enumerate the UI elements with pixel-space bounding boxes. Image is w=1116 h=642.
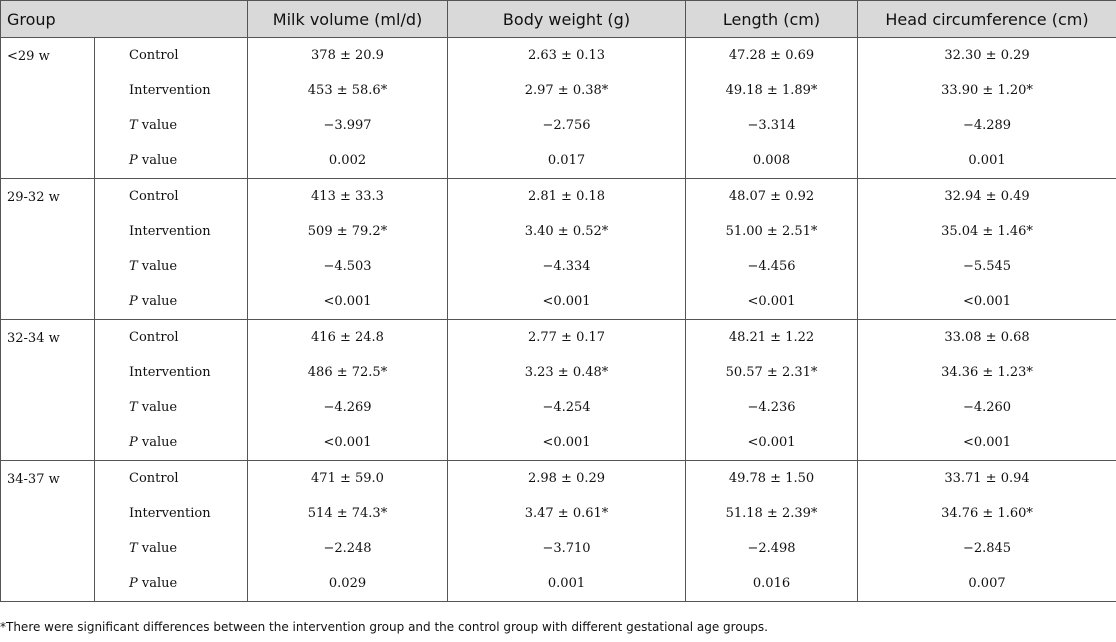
cell-body-weight: −4.254 xyxy=(448,390,686,425)
cell-length: <0.001 xyxy=(686,425,858,461)
row-label-p xyxy=(95,425,248,461)
cell-milk-volume: 0.002 xyxy=(248,143,448,179)
cell-milk-volume: <0.001 xyxy=(248,284,448,320)
table-row xyxy=(1,249,1116,284)
stat-letter: T xyxy=(129,400,138,415)
cell-length: 51.00 ± 2.51* xyxy=(686,214,858,249)
stat-letter: T xyxy=(129,541,138,556)
stat-letter: P xyxy=(129,576,138,591)
stat-suffix: value xyxy=(137,400,178,415)
cell-milk-volume: −4.269 xyxy=(248,390,448,425)
table-row xyxy=(1,461,1116,497)
cell-head-circumference: −5.545 xyxy=(858,249,1116,284)
table-body xyxy=(1,38,1116,602)
row-label-t xyxy=(95,390,248,425)
cell-body-weight: 2.77 ± 0.17 xyxy=(448,320,686,356)
table-row xyxy=(1,179,1116,215)
stat-letter: P xyxy=(129,435,138,450)
cell-head-circumference: 33.08 ± 0.68 xyxy=(858,320,1116,356)
cell-milk-volume: −2.248 xyxy=(248,531,448,566)
cell-head-circumference: <0.001 xyxy=(858,284,1116,320)
cell-head-circumference: 32.94 ± 0.49 xyxy=(858,179,1116,215)
table-row xyxy=(1,496,1116,531)
cell-head-circumference: 33.90 ± 1.20* xyxy=(858,73,1116,108)
cell-body-weight: −3.710 xyxy=(448,531,686,566)
stat-suffix: value xyxy=(137,153,178,168)
row-label-control: Control xyxy=(95,320,248,356)
cell-milk-volume: −3.997 xyxy=(248,108,448,143)
table-row xyxy=(1,355,1116,390)
row-label-intervention: Intervention xyxy=(95,214,248,249)
cell-length: 49.18 ± 1.89* xyxy=(686,73,858,108)
stat-letter: T xyxy=(129,118,138,133)
cell-milk-volume: 486 ± 72.5* xyxy=(248,355,448,390)
stat-letter: P xyxy=(129,294,138,309)
cell-body-weight: 0.001 xyxy=(448,566,686,602)
cell-length: −4.456 xyxy=(686,249,858,284)
cell-milk-volume: 378 ± 20.9 xyxy=(248,38,448,74)
cell-head-circumference: 0.007 xyxy=(858,566,1116,602)
cell-body-weight: −2.756 xyxy=(448,108,686,143)
stat-letter: T xyxy=(129,259,138,274)
stat-suffix: value xyxy=(137,294,178,309)
cell-body-weight: 0.017 xyxy=(448,143,686,179)
row-label-t xyxy=(95,108,248,143)
stat-suffix: value xyxy=(137,259,178,274)
cell-milk-volume: 453 ± 58.6* xyxy=(248,73,448,108)
cell-body-weight: 2.81 ± 0.18 xyxy=(448,179,686,215)
cell-milk-volume: 413 ± 33.3 xyxy=(248,179,448,215)
header-head-circumference: Head circumference (cm) xyxy=(858,1,1116,38)
cell-length: 49.78 ± 1.50 xyxy=(686,461,858,497)
stat-letter: P xyxy=(129,153,138,168)
header-milk-volume: Milk volume (ml/d) xyxy=(248,1,448,38)
footnote: *There were significant differences between the intervention group and the control group with different gestational age groups. xyxy=(0,620,768,634)
table-row xyxy=(1,320,1116,356)
cell-head-circumference: 34.36 ± 1.23* xyxy=(858,355,1116,390)
cell-body-weight: 2.97 ± 0.38* xyxy=(448,73,686,108)
row-label-p xyxy=(95,143,248,179)
cell-body-weight: 3.47 ± 0.61* xyxy=(448,496,686,531)
cell-length: −3.314 xyxy=(686,108,858,143)
header-row xyxy=(1,1,1116,38)
table-row xyxy=(1,73,1116,108)
group-label: 32-34 w xyxy=(1,320,95,461)
cell-milk-volume: 471 ± 59.0 xyxy=(248,461,448,497)
cell-body-weight: 3.23 ± 0.48* xyxy=(448,355,686,390)
cell-head-circumference: 35.04 ± 1.46* xyxy=(858,214,1116,249)
cell-head-circumference: 34.76 ± 1.60* xyxy=(858,496,1116,531)
cell-head-circumference: −2.845 xyxy=(858,531,1116,566)
table-row xyxy=(1,531,1116,566)
header-length: Length (cm) xyxy=(686,1,858,38)
cell-length: <0.001 xyxy=(686,284,858,320)
table-row xyxy=(1,143,1116,179)
cell-body-weight: 3.40 ± 0.52* xyxy=(448,214,686,249)
table-row xyxy=(1,390,1116,425)
cell-milk-volume: 509 ± 79.2* xyxy=(248,214,448,249)
group-label: <29 w xyxy=(1,38,95,179)
cell-head-circumference: 33.71 ± 0.94 xyxy=(858,461,1116,497)
table-row xyxy=(1,425,1116,461)
cell-body-weight: 2.63 ± 0.13 xyxy=(448,38,686,74)
stat-suffix: value xyxy=(137,435,178,450)
cell-body-weight: <0.001 xyxy=(448,284,686,320)
cell-length: 48.21 ± 1.22 xyxy=(686,320,858,356)
group-label: 29-32 w xyxy=(1,179,95,320)
stat-suffix: value xyxy=(137,118,178,133)
stat-suffix: value xyxy=(137,541,178,556)
table-row xyxy=(1,214,1116,249)
cell-body-weight: <0.001 xyxy=(448,425,686,461)
stat-suffix: value xyxy=(137,576,178,591)
table-row xyxy=(1,108,1116,143)
cell-milk-volume: <0.001 xyxy=(248,425,448,461)
table-row xyxy=(1,566,1116,602)
row-label-control: Control xyxy=(95,38,248,74)
cell-head-circumference: −4.260 xyxy=(858,390,1116,425)
row-label-intervention: Intervention xyxy=(95,355,248,390)
cell-head-circumference: −4.289 xyxy=(858,108,1116,143)
cell-milk-volume: 0.029 xyxy=(248,566,448,602)
cell-length: 47.28 ± 0.69 xyxy=(686,38,858,74)
cell-length: 0.008 xyxy=(686,143,858,179)
row-label-t xyxy=(95,249,248,284)
cell-head-circumference: 32.30 ± 0.29 xyxy=(858,38,1116,74)
cell-body-weight: −4.334 xyxy=(448,249,686,284)
header-group: Group xyxy=(1,1,248,38)
row-label-intervention: Intervention xyxy=(95,496,248,531)
cell-length: 50.57 ± 2.31* xyxy=(686,355,858,390)
row-label-intervention: Intervention xyxy=(95,73,248,108)
cell-milk-volume: 514 ± 74.3* xyxy=(248,496,448,531)
cell-milk-volume: 416 ± 24.8 xyxy=(248,320,448,356)
cell-milk-volume: −4.503 xyxy=(248,249,448,284)
header-body-weight: Body weight (g) xyxy=(448,1,686,38)
cell-length: 48.07 ± 0.92 xyxy=(686,179,858,215)
cell-length: 0.016 xyxy=(686,566,858,602)
row-label-p xyxy=(95,284,248,320)
cell-body-weight: 2.98 ± 0.29 xyxy=(448,461,686,497)
cell-length: 51.18 ± 2.39* xyxy=(686,496,858,531)
row-label-t xyxy=(95,531,248,566)
cell-length: −4.236 xyxy=(686,390,858,425)
cell-head-circumference: 0.001 xyxy=(858,143,1116,179)
row-label-control: Control xyxy=(95,461,248,497)
row-label-control: Control xyxy=(95,179,248,215)
cell-length: −2.498 xyxy=(686,531,858,566)
row-label-p xyxy=(95,566,248,602)
cell-head-circumference: <0.001 xyxy=(858,425,1116,461)
table-row xyxy=(1,284,1116,320)
table-row xyxy=(1,38,1116,74)
group-label: 34-37 w xyxy=(1,461,95,602)
